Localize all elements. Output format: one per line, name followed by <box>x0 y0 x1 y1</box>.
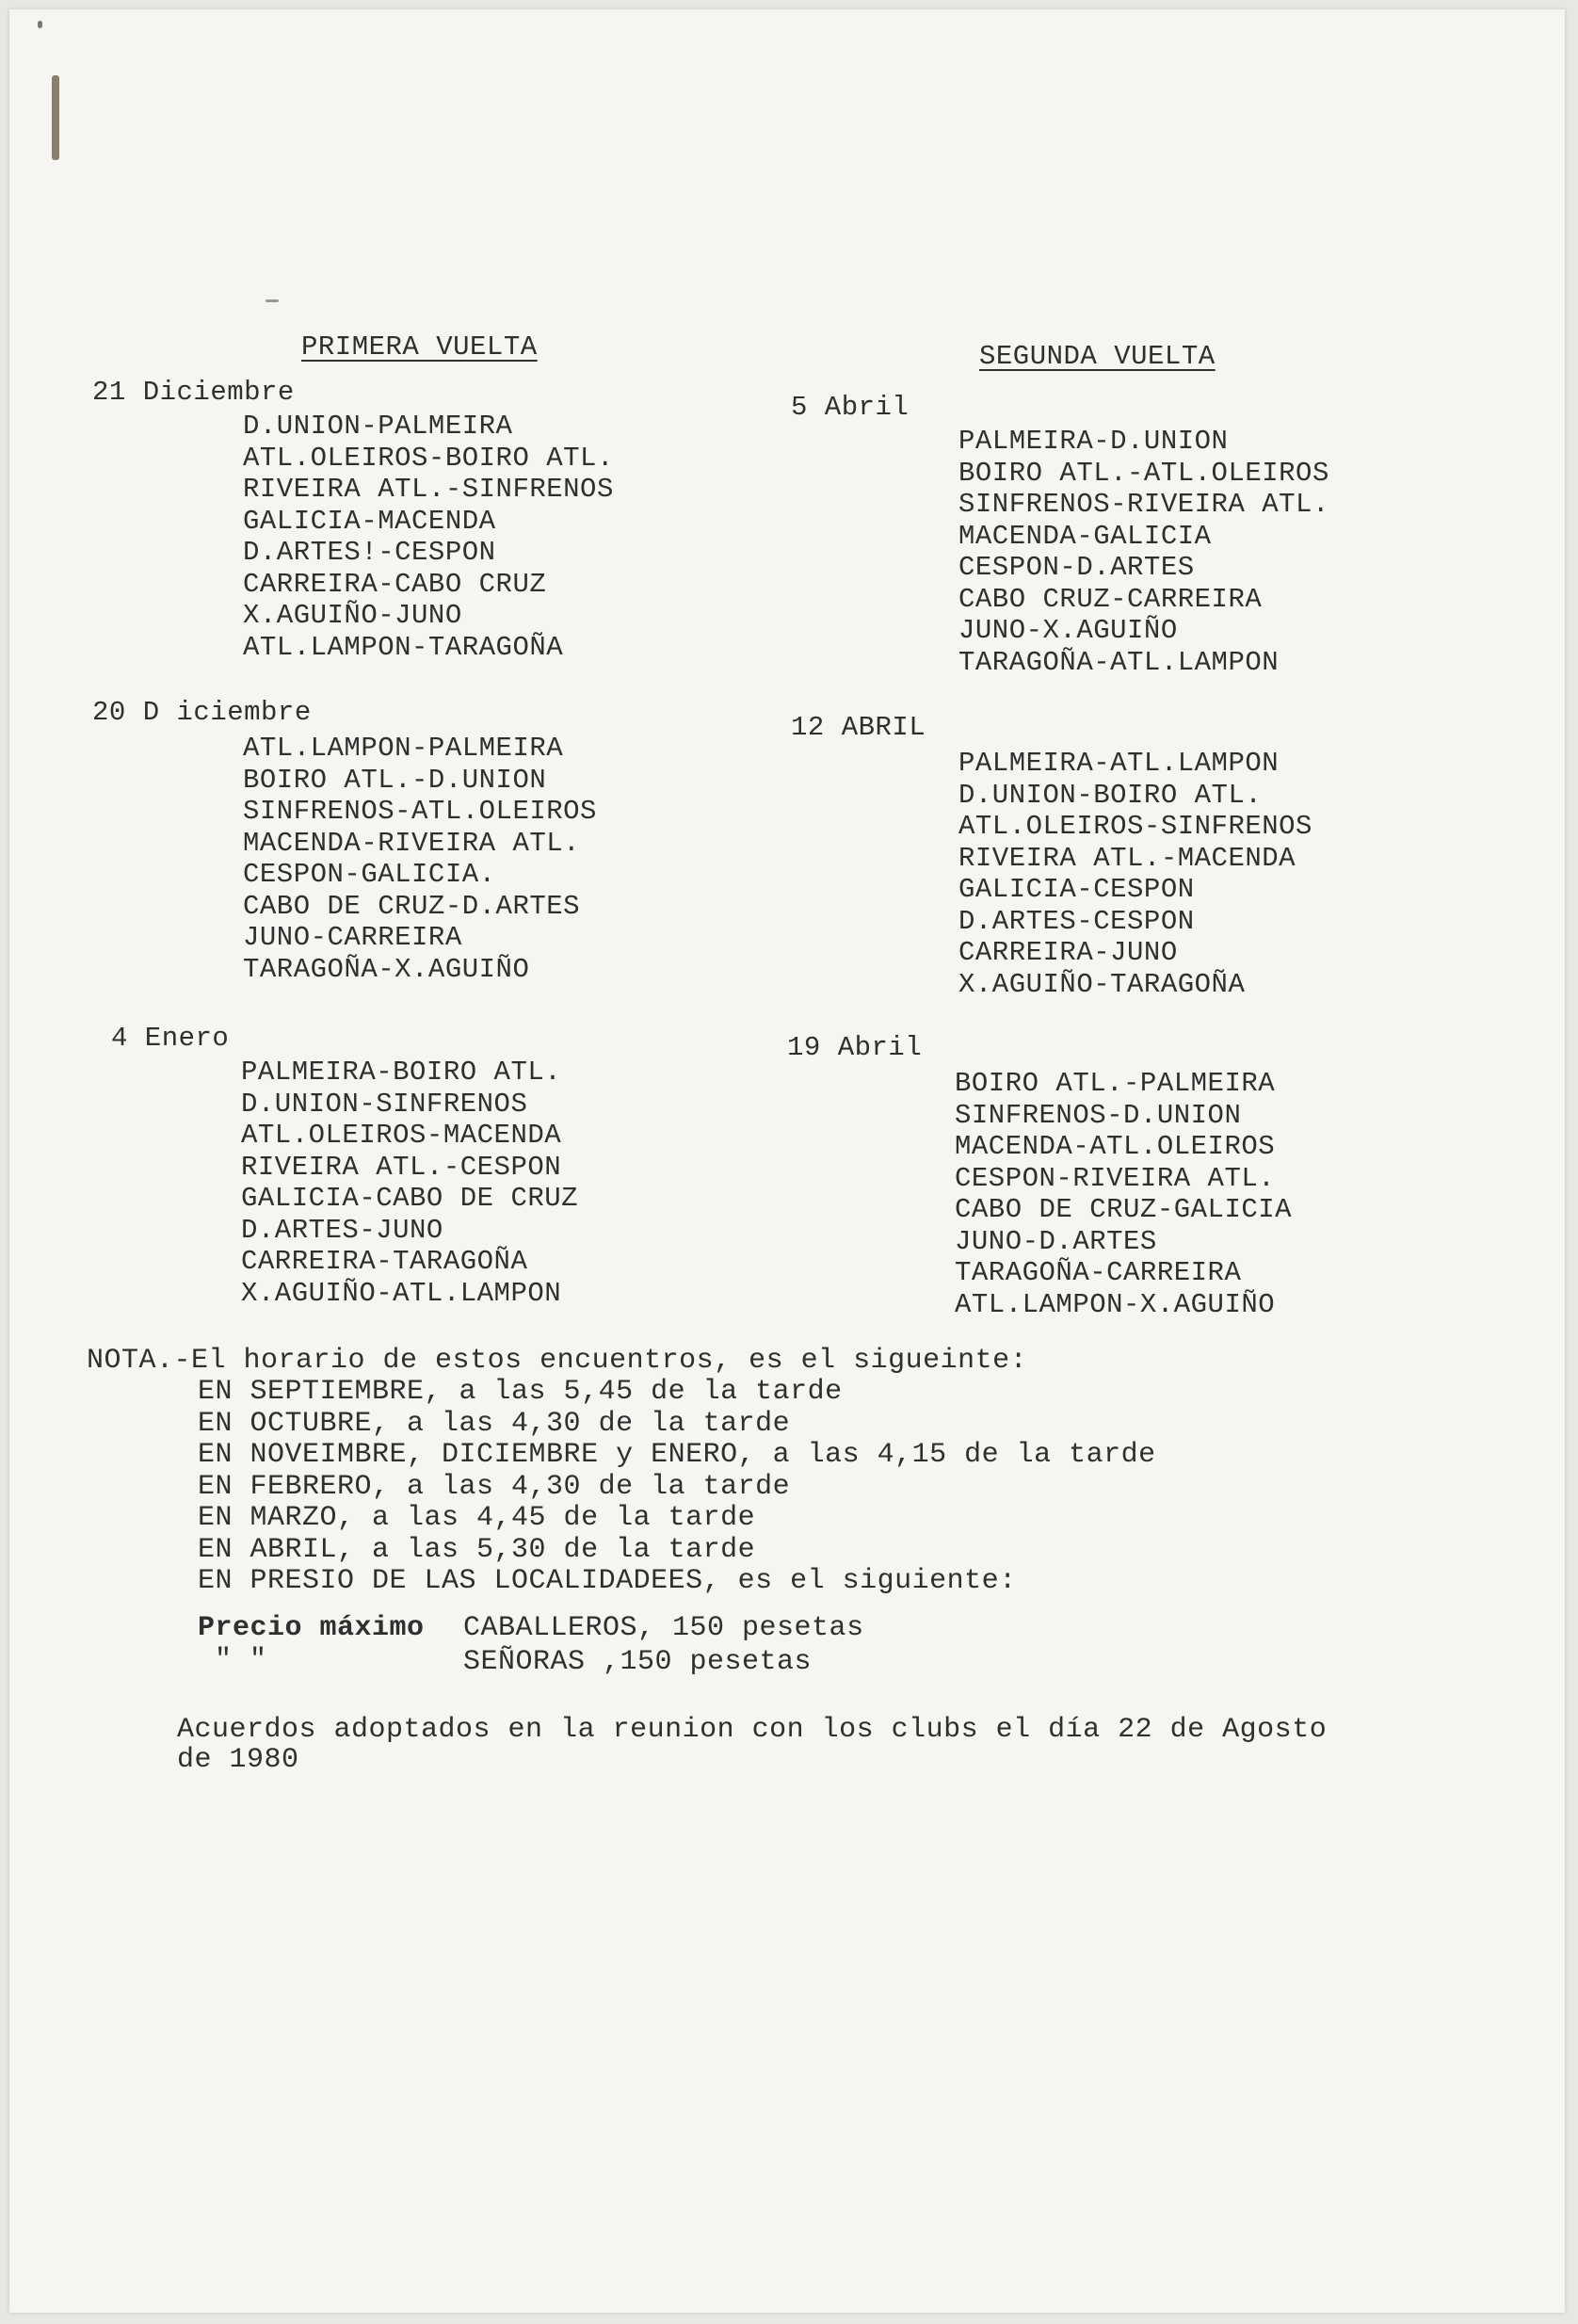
primera-vuelta-title: PRIMERA VUELTA <box>301 331 538 363</box>
match: D.ARTES-CESPON <box>958 905 1195 937</box>
match: CABO DE CRUZ-GALICIA <box>955 1194 1293 1225</box>
match: PALMEIRA-D.UNION <box>958 426 1229 457</box>
schedule-line: EN NOVEIMBRE, DICIEMBRE y ENERO, a las 4,15 de la tarde <box>198 1439 1156 1471</box>
match-list <box>243 411 614 663</box>
schedule-line: EN FEBRERO, a las 4,30 de la tarde <box>198 1470 791 1503</box>
round-date: 21 Diciembre <box>92 377 295 408</box>
match-list <box>958 748 1312 1000</box>
match: BOIRO ATL.-PALMEIRA <box>955 1068 1276 1099</box>
segunda-vuelta-title: SEGUNDA VUELTA <box>979 341 1216 372</box>
match: CESPON-D.ARTES <box>958 552 1195 583</box>
match: D.ARTES!-CESPON <box>243 537 496 568</box>
match: PALMEIRA-ATL.LAMPON <box>958 748 1280 779</box>
schedule-line: EN ABRIL, a las 5,30 de la tarde <box>198 1533 756 1566</box>
schedule-line: EN SEPTIEMBRE, a las 5,45 de la tarde <box>198 1376 843 1408</box>
price-caballeros: CABALLEROS, 150 pesetas <box>463 1612 864 1644</box>
match: PALMEIRA-BOIRO ATL. <box>241 1057 562 1088</box>
match: GALICIA-CESPON <box>958 874 1195 905</box>
match: CARREIRA-JUNO <box>958 937 1178 968</box>
match: TARAGOÑA-X.AGUIÑO <box>243 953 530 985</box>
match-list <box>241 1057 578 1309</box>
match: ATL.OLEIROS-BOIRO ATL. <box>243 442 614 474</box>
match: BOIRO ATL.-D.UNION <box>243 764 547 796</box>
match: CARREIRA-TARAGOÑA <box>241 1246 528 1277</box>
match: CESPON-RIVEIRA ATL. <box>955 1162 1276 1194</box>
schedule-line: EN MARZO, a las 4,45 de la tarde <box>198 1502 756 1534</box>
match: ATL.OLEIROS-SINFRENOS <box>958 811 1312 842</box>
match: X.AGUIÑO-JUNO <box>243 600 462 631</box>
round-date: 20 D iciembre <box>92 697 312 728</box>
match: ATL.LAMPON-TARAGOÑA <box>243 631 564 663</box>
match: D.UNION-BOIRO ATL. <box>958 779 1263 811</box>
schedule-line: EN OCTUBRE, a las 4,30 de la tarde <box>198 1407 791 1440</box>
match: SINFRENOS-RIVEIRA ATL. <box>958 489 1329 520</box>
match: SINFRENOS-D.UNION <box>955 1099 1242 1131</box>
nota-intro: NOTA.-El horario de estos encuentros, es el sigueinte: <box>87 1345 1028 1377</box>
schedule-line: EN PRESIO DE LAS LOCALIDADEES, es el siguiente: <box>198 1565 1017 1597</box>
match: TARAGOÑA-CARREIRA <box>955 1257 1242 1288</box>
acuerdos-line-2: de 1980 <box>177 1744 299 1776</box>
match-list <box>243 733 597 985</box>
match: D.UNION-SINFRENOS <box>241 1088 528 1120</box>
match-list <box>958 426 1329 678</box>
match: TARAGOÑA-ATL.LAMPON <box>958 646 1280 678</box>
punch-mark <box>52 75 59 160</box>
match: SINFRENOS-ATL.OLEIROS <box>243 796 597 827</box>
round-date: 19 Abril <box>787 1032 923 1063</box>
match-list <box>955 1068 1292 1320</box>
round-date: 5 Abril <box>791 392 910 423</box>
acuerdos-line-1: Acuerdos adoptados en la reunion con los clubs el día 22 de Agosto <box>177 1714 1328 1746</box>
stray-mark <box>266 299 279 302</box>
schedule-notes <box>198 1377 1156 1598</box>
match: MACENDA-GALICIA <box>958 520 1212 552</box>
price-ditto-marks: " " <box>215 1644 267 1676</box>
match: CARREIRA-CABO CRUZ <box>243 568 547 600</box>
match: ATL.LAMPON-X.AGUIÑO <box>955 1288 1276 1320</box>
round-date: 4 Enero <box>111 1023 230 1054</box>
price-senoras: SEÑORAS ,150 pesetas <box>463 1646 813 1678</box>
match: CABO CRUZ-CARREIRA <box>958 583 1263 615</box>
match: CABO DE CRUZ-D.ARTES <box>243 890 581 922</box>
match: X.AGUIÑO-TARAGOÑA <box>958 968 1246 1000</box>
match: RIVEIRA ATL.-MACENDA <box>958 842 1296 874</box>
match: MACENDA-ATL.OLEIROS <box>955 1131 1276 1162</box>
match: JUNO-X.AGUIÑO <box>958 615 1178 646</box>
price-label <box>198 1612 425 1644</box>
match: RIVEIRA ATL.-CESPON <box>241 1151 562 1183</box>
match: ATL.LAMPON-PALMEIRA <box>243 733 564 764</box>
match: CESPON-GALICIA. <box>243 859 496 890</box>
match: X.AGUIÑO-ATL.LAMPON <box>241 1277 562 1309</box>
match: JUNO-CARREIRA <box>243 922 462 953</box>
match: RIVEIRA ATL.-SINFRENOS <box>243 474 614 505</box>
document-page <box>9 9 1565 2313</box>
match: JUNO-D.ARTES <box>955 1225 1157 1257</box>
match: D.ARTES-JUNO <box>241 1214 443 1246</box>
match: MACENDA-RIVEIRA ATL. <box>243 827 581 859</box>
match: GALICIA-CABO DE CRUZ <box>241 1183 579 1214</box>
match: GALICIA-MACENDA <box>243 505 496 537</box>
match: BOIRO ATL.-ATL.OLEIROS <box>958 457 1329 489</box>
punch-mark <box>38 21 42 28</box>
price-max-label: Precio máximo <box>198 1612 425 1644</box>
match: ATL.OLEIROS-MACENDA <box>241 1120 562 1151</box>
round-date: 12 ABRIL <box>791 712 926 743</box>
match: D.UNION-PALMEIRA <box>243 411 513 442</box>
